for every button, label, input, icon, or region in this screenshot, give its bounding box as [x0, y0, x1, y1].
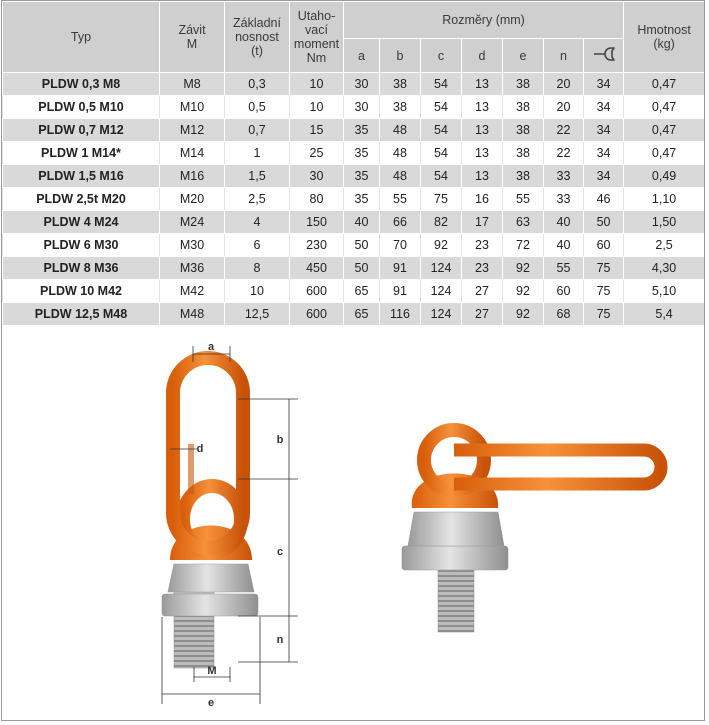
table-cell: 0,7	[225, 119, 290, 142]
table-cell: 13	[462, 73, 503, 96]
table-cell: 27	[462, 280, 503, 303]
header-dim-e: e	[503, 39, 544, 73]
table-cell: 4	[225, 211, 290, 234]
table-cell: 4,30	[624, 257, 705, 280]
table-cell: 75	[421, 188, 462, 211]
table-cell: 450	[290, 257, 344, 280]
table-cell: 33	[544, 165, 584, 188]
table-cell: 48	[380, 142, 421, 165]
table-cell: M24	[160, 211, 225, 234]
table-cell: 70	[380, 234, 421, 257]
table-row	[3, 211, 705, 234]
header-dim-c: c	[421, 39, 462, 73]
dim-label-c: c	[276, 546, 284, 558]
dim-label-d: d	[196, 443, 204, 455]
table-cell: 33	[544, 188, 584, 211]
cell-typ: PLDW 2,5t M20	[3, 188, 160, 211]
table-cell: 34	[584, 165, 624, 188]
cell-typ: PLDW 0,3 M8	[3, 73, 160, 96]
table-cell: 0,47	[624, 73, 705, 96]
table-cell: 0,49	[624, 165, 705, 188]
table-cell: 34	[584, 96, 624, 119]
table-cell: 92	[503, 280, 544, 303]
dim-label-n: n	[276, 634, 284, 646]
table-cell: 38	[503, 73, 544, 96]
table-cell: 150	[290, 211, 344, 234]
table-cell: 0,5	[225, 96, 290, 119]
cell-typ: PLDW 1 M14*	[3, 142, 160, 165]
table-cell: 15	[290, 119, 344, 142]
table-cell: 124	[421, 257, 462, 280]
table-cell: 22	[544, 119, 584, 142]
table-cell: 72	[503, 234, 544, 257]
table-cell: 124	[421, 303, 462, 326]
table-cell: 50	[344, 257, 380, 280]
table-cell: 65	[344, 303, 380, 326]
dim-label-b: b	[276, 434, 284, 446]
dim-label-m: M	[207, 665, 217, 677]
table-cell: 13	[462, 119, 503, 142]
table-cell: 65	[344, 280, 380, 303]
eyebolt-side-view	[402, 430, 661, 632]
table-row	[3, 96, 705, 119]
header-rozmery: Rozměry (mm)	[344, 2, 624, 39]
table-cell: 54	[421, 96, 462, 119]
table-row	[3, 119, 705, 142]
table-cell: 50	[584, 211, 624, 234]
table-cell: M42	[160, 280, 225, 303]
cell-typ: PLDW 12,5 M48	[3, 303, 160, 326]
eyebolt-front-view	[162, 358, 258, 668]
table-cell: 22	[544, 142, 584, 165]
table-cell: 1,10	[624, 188, 705, 211]
table-cell: 92	[421, 234, 462, 257]
table-cell: 5,10	[624, 280, 705, 303]
product-illustration	[2, 332, 704, 721]
table-cell: 91	[380, 257, 421, 280]
table-cell: 75	[584, 280, 624, 303]
table-cell: 8	[225, 257, 290, 280]
table-cell: 91	[380, 280, 421, 303]
table-cell: 12,5	[225, 303, 290, 326]
table-row	[3, 234, 705, 257]
table-cell: 34	[584, 119, 624, 142]
table-cell: 5,4	[624, 303, 705, 326]
table-cell: 60	[544, 280, 584, 303]
table-cell: M30	[160, 234, 225, 257]
table-cell: 16	[462, 188, 503, 211]
table-cell: 82	[421, 211, 462, 234]
table-cell: 23	[462, 257, 503, 280]
dim-label-e: e	[207, 697, 215, 709]
table-cell: 92	[503, 257, 544, 280]
cell-typ: PLDW 0,5 M10	[3, 96, 160, 119]
table-cell: 54	[421, 119, 462, 142]
table-cell: 40	[544, 234, 584, 257]
table-cell: 20	[544, 73, 584, 96]
table-cell: 230	[290, 234, 344, 257]
table-cell: 1,5	[225, 165, 290, 188]
table-cell: M12	[160, 119, 225, 142]
table-cell: 30	[344, 73, 380, 96]
table-row	[3, 280, 705, 303]
table-cell: 54	[421, 142, 462, 165]
table-cell: 600	[290, 303, 344, 326]
table-cell: 66	[380, 211, 421, 234]
table-cell: 80	[290, 188, 344, 211]
cell-typ: PLDW 6 M30	[3, 234, 160, 257]
table-cell: 38	[503, 119, 544, 142]
table-cell: 10	[290, 73, 344, 96]
header-dim-d: d	[462, 39, 503, 73]
table-row	[3, 165, 705, 188]
table-cell: 116	[380, 303, 421, 326]
header-zavit: Závit M	[160, 2, 225, 73]
wrench-icon	[591, 47, 617, 61]
table-cell: 40	[344, 211, 380, 234]
table-cell: 2,5	[225, 188, 290, 211]
table-cell: 55	[503, 188, 544, 211]
table-cell: 48	[380, 119, 421, 142]
table-cell: 27	[462, 303, 503, 326]
table-cell: 13	[462, 165, 503, 188]
table-cell: 0,47	[624, 142, 705, 165]
header-wrench	[584, 39, 624, 73]
header-moment: Utaho- vací moment Nm	[290, 2, 344, 73]
table-cell: 38	[380, 96, 421, 119]
table-row	[3, 303, 705, 326]
table-cell: 54	[421, 73, 462, 96]
header-dim-a: a	[344, 39, 380, 73]
table-cell: 92	[503, 303, 544, 326]
table-cell: M14	[160, 142, 225, 165]
table-cell: 20	[544, 96, 584, 119]
header-hmotnost: Hmotnost (kg)	[624, 2, 705, 73]
table-cell: 1,50	[624, 211, 705, 234]
table-cell: 25	[290, 142, 344, 165]
table-cell: 1	[225, 142, 290, 165]
table-row	[3, 142, 705, 165]
table-row	[3, 188, 705, 211]
header-dim-b: b	[380, 39, 421, 73]
table-cell: 30	[344, 96, 380, 119]
table-cell: 50	[344, 234, 380, 257]
table-cell: 35	[344, 142, 380, 165]
table-cell: 0,47	[624, 119, 705, 142]
table-cell: 10	[290, 96, 344, 119]
table-cell: 60	[584, 234, 624, 257]
table-cell: M36	[160, 257, 225, 280]
header-typ: Typ	[3, 2, 160, 73]
table-cell: 63	[503, 211, 544, 234]
table-cell: 75	[584, 257, 624, 280]
dim-label-a: a	[207, 341, 215, 353]
header-nosnost: Základní nosnost (t)	[225, 2, 290, 73]
table-cell: 35	[344, 119, 380, 142]
table-cell: 34	[584, 142, 624, 165]
specification-table	[2, 1, 705, 326]
table-cell: 38	[503, 165, 544, 188]
table-body	[3, 73, 705, 326]
table-cell: 600	[290, 280, 344, 303]
table-cell: 35	[344, 188, 380, 211]
table-cell: 23	[462, 234, 503, 257]
cell-typ: PLDW 10 M42	[3, 280, 160, 303]
table-cell: 124	[421, 280, 462, 303]
table-cell: M8	[160, 73, 225, 96]
table-cell: 2,5	[624, 234, 705, 257]
table-cell: 17	[462, 211, 503, 234]
table-cell: 0,3	[225, 73, 290, 96]
table-cell: 68	[544, 303, 584, 326]
header-dim-n: n	[544, 39, 584, 73]
table-row	[3, 257, 705, 280]
table-cell: 38	[503, 142, 544, 165]
table-cell: 55	[380, 188, 421, 211]
table-row	[3, 73, 705, 96]
cell-typ: PLDW 1,5 M16	[3, 165, 160, 188]
table-cell: 34	[584, 73, 624, 96]
table-cell: 0,47	[624, 96, 705, 119]
table-cell: 35	[344, 165, 380, 188]
table-cell: 6	[225, 234, 290, 257]
product-spec-sheet	[1, 0, 705, 721]
table-cell: 30	[290, 165, 344, 188]
table-cell: 75	[584, 303, 624, 326]
table-cell: 10	[225, 280, 290, 303]
table-cell: 38	[503, 96, 544, 119]
table-cell: 38	[380, 73, 421, 96]
table-cell: 46	[584, 188, 624, 211]
table-cell: M10	[160, 96, 225, 119]
cell-typ: PLDW 0,7 M12	[3, 119, 160, 142]
table-cell: 13	[462, 142, 503, 165]
table-cell: 13	[462, 96, 503, 119]
table-cell: M16	[160, 165, 225, 188]
table-cell: M48	[160, 303, 225, 326]
table-cell: 55	[544, 257, 584, 280]
cell-typ: PLDW 4 M24	[3, 211, 160, 234]
table-cell: M20	[160, 188, 225, 211]
table-cell: 54	[421, 165, 462, 188]
table-cell: 40	[544, 211, 584, 234]
cell-typ: PLDW 8 M36	[3, 257, 160, 280]
table-cell: 48	[380, 165, 421, 188]
